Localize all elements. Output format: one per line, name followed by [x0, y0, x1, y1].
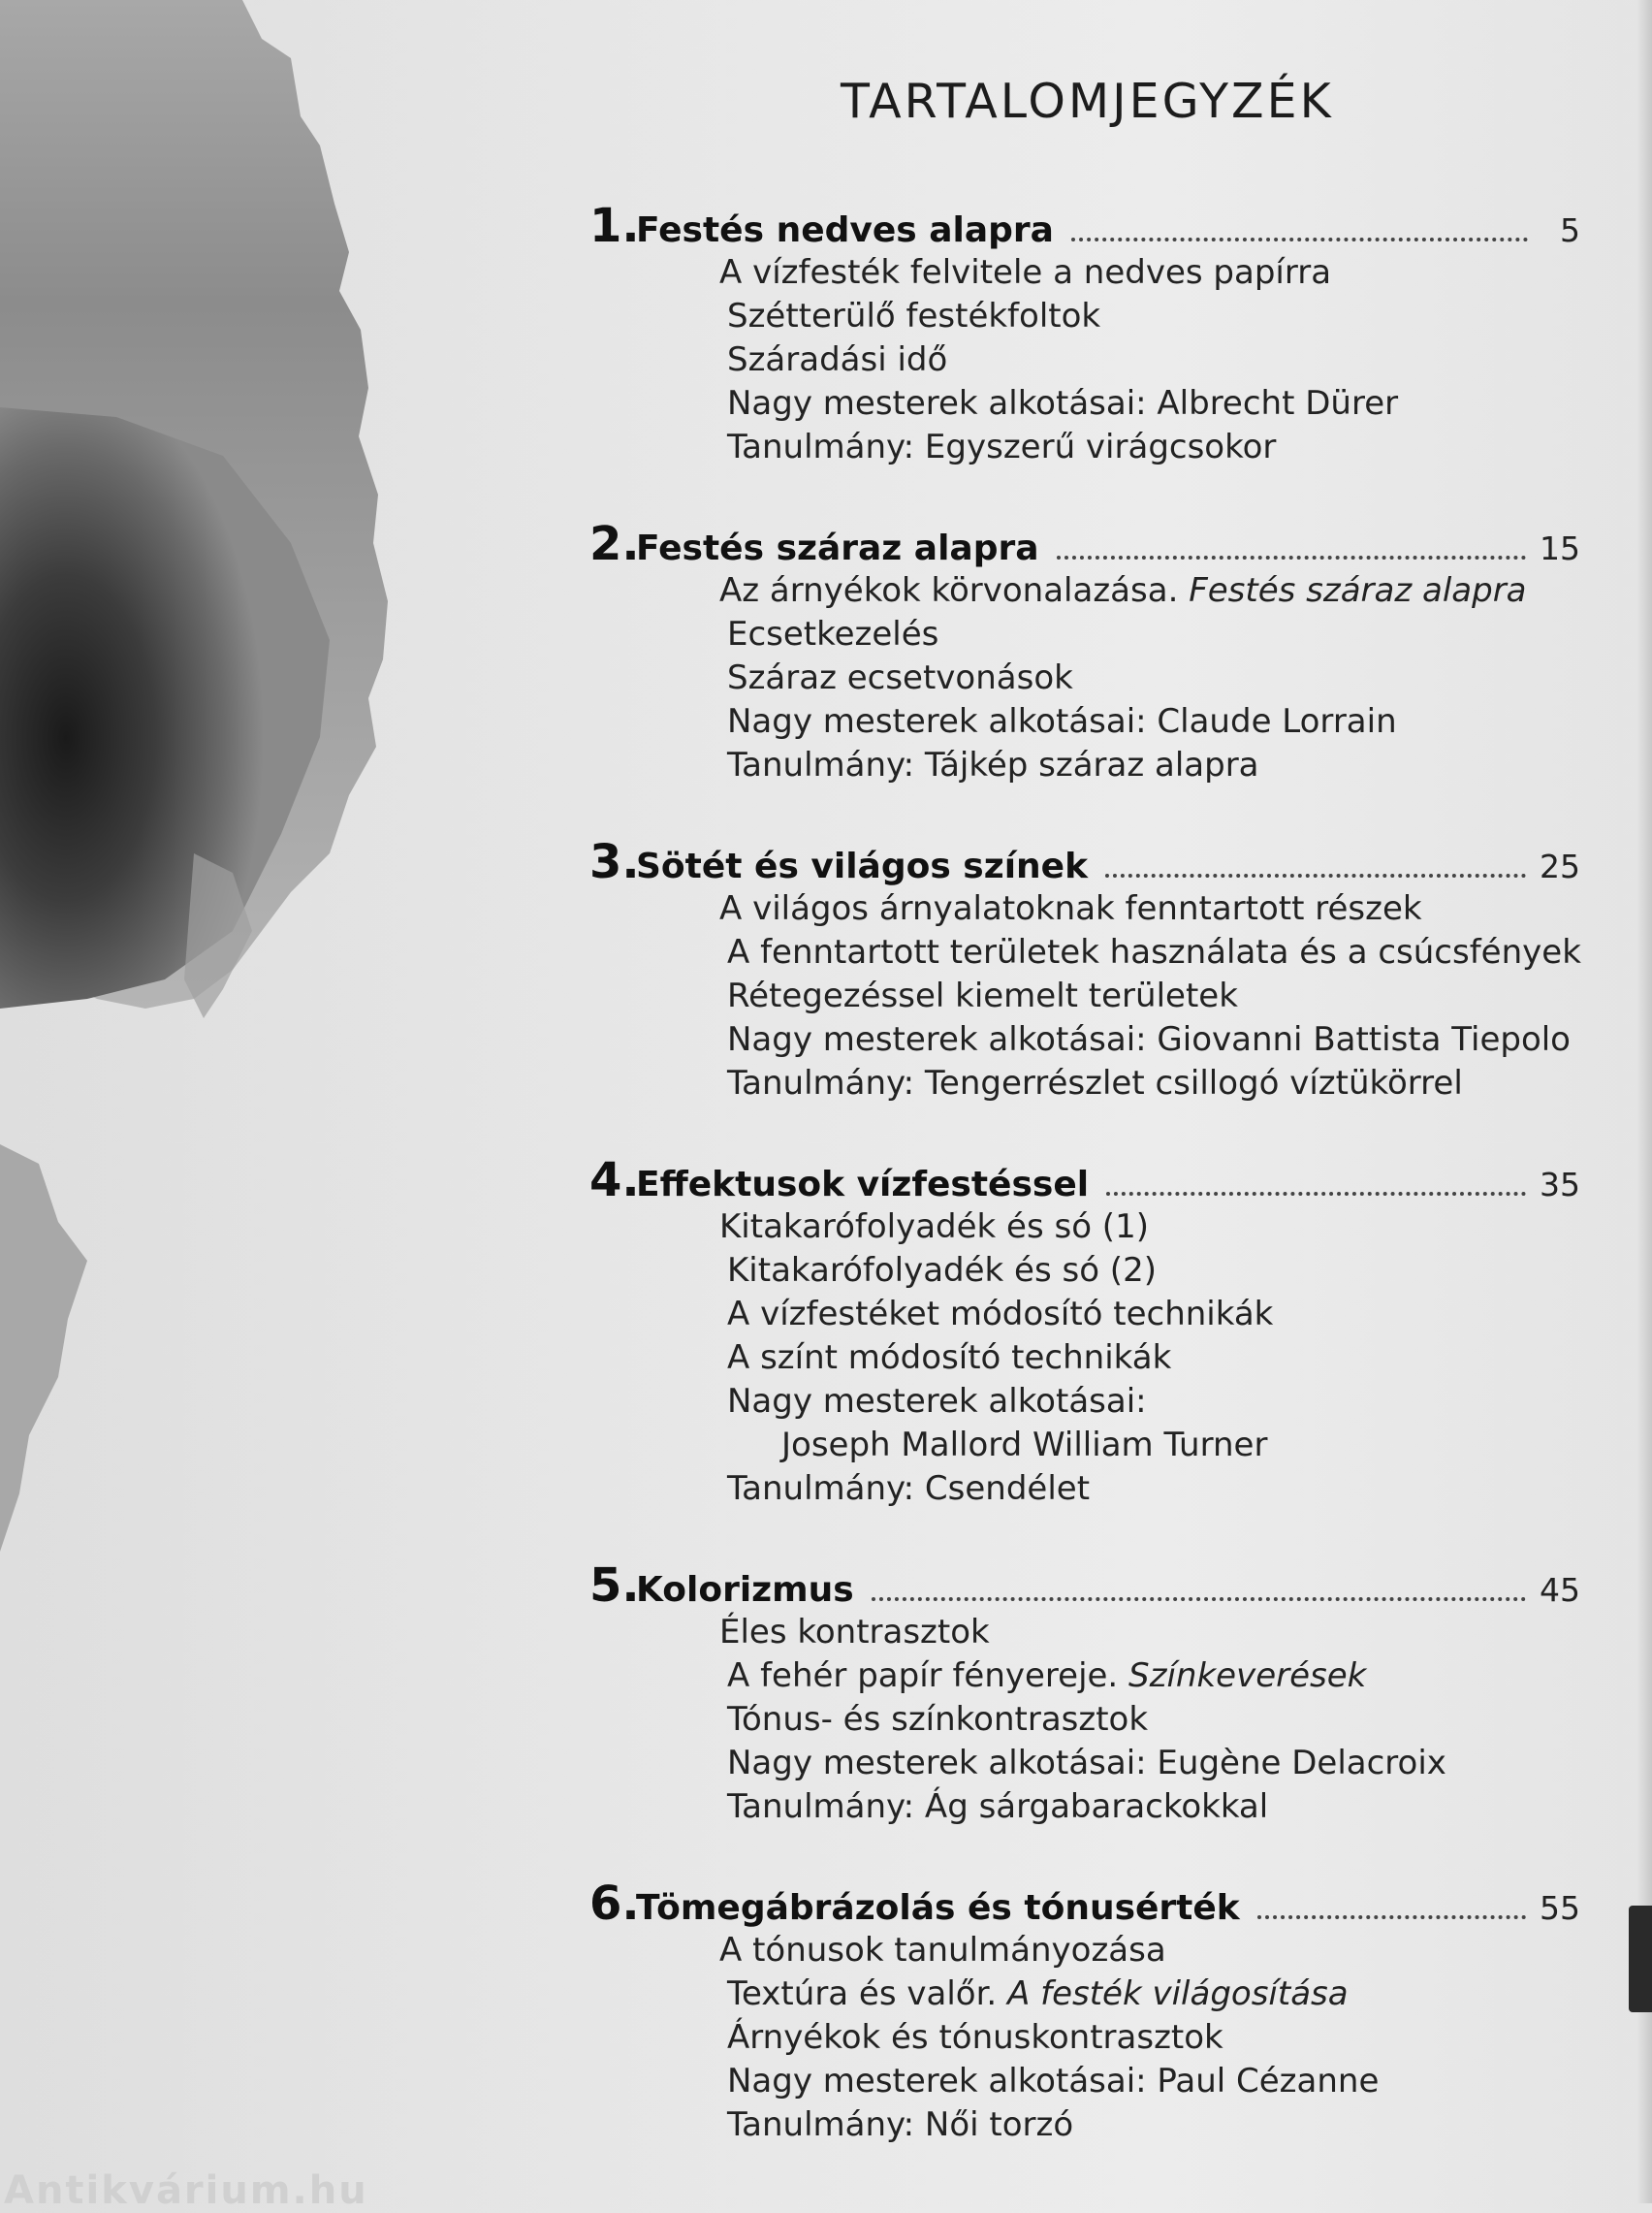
page-number: 45 [1540, 1571, 1580, 1609]
subsection-text: A színt módosító technikák [727, 1338, 1172, 1377]
subsection-item [589, 1293, 1580, 1336]
subsection-text: Nagy mesterek alkotásai: Claude Lorrain [727, 702, 1397, 741]
subsection-item [589, 1336, 1580, 1380]
chapter-number: 5. [589, 1558, 640, 1613]
page-number: 15 [1540, 529, 1580, 567]
dot-leader [1106, 1192, 1526, 1196]
subsection-text: Rétegezéssel kiemelt területek [727, 977, 1238, 1015]
subsection-item [589, 1249, 1580, 1293]
subsection-text: Nagy mesterek alkotásai: Paul Cézanne [727, 2062, 1380, 2101]
watercolor-wash-illustration [0, 0, 407, 1600]
chapter-heading[interactable] [589, 199, 1580, 251]
chapter-section [589, 1153, 1580, 1511]
page-edge-tab [1629, 1906, 1652, 2012]
subsection-item [589, 1424, 1580, 1467]
chapter-section [589, 199, 1580, 469]
subsection-item [589, 2060, 1580, 2103]
subsection-text: Nagy mesterek alkotásai: Eugène Delacroix [727, 1744, 1446, 1782]
dot-leader [1257, 1915, 1526, 1919]
subsection-text: A világos árnyalatoknak fenntartott részek [719, 889, 1422, 928]
subsection-item [589, 1742, 1580, 1785]
subsection-text: Kitakarófolyadék és só (1) [719, 1207, 1149, 1246]
subsection-item [589, 251, 1580, 295]
chapter-heading[interactable] [589, 835, 1580, 887]
chapter-title: Festés nedves alapra [636, 210, 1054, 250]
chapter-heading[interactable] [589, 1153, 1580, 1205]
chapter-section [589, 1876, 1580, 2147]
subsection-item [589, 426, 1580, 469]
page-number: 25 [1540, 848, 1580, 885]
dot-leader [1105, 874, 1526, 878]
subsection-text: Nagy mesterek alkotásai: Albrecht Dürer [727, 384, 1399, 423]
chapter-heading[interactable] [589, 517, 1580, 569]
subsection-text: Tónus- és színkontrasztok [727, 1700, 1149, 1739]
subsection-text: Textúra és valőr. [727, 1974, 1008, 2013]
chapter-number: 4. [589, 1153, 640, 1207]
chapter-title: Festés száraz alapra [636, 529, 1039, 568]
subsection-item [589, 382, 1580, 426]
subsection-item [589, 1929, 1580, 1972]
subsection-text: Az árnyékok körvonalazása. [719, 571, 1190, 610]
watermark: Antikvárium.hu [4, 2168, 368, 2213]
subsection-item [589, 1785, 1580, 1829]
subsection-text: Tanulmány: Ág sárgabarackokkal [727, 1787, 1269, 1826]
dot-leader [1071, 238, 1528, 241]
chapter-number: 6. [589, 1876, 640, 1931]
page-number: 55 [1540, 1889, 1580, 1927]
subsection-item [589, 1205, 1580, 1249]
subsection-text: A fenntartott területek használata és a csúcsfények [727, 933, 1581, 972]
chapter-title: Tömegábrázolás és tónusérték [636, 1888, 1240, 1928]
page-number: 35 [1540, 1166, 1580, 1203]
chapter-number: 1. [589, 199, 640, 253]
subsection-text: Tanulmány: Női torzó [727, 2105, 1074, 2144]
chapter-number: 3. [589, 835, 640, 889]
subsection-text: Árnyékok és tónuskontrasztok [727, 2018, 1223, 2057]
subsection-item [589, 657, 1580, 700]
subsection-text: Tanulmány: Egyszerű virágcsokor [727, 428, 1277, 466]
subsection-text: Tanulmány: Tájkép száraz alapra [727, 746, 1259, 785]
subsection-item [589, 1018, 1580, 1062]
table-of-contents [589, 199, 1580, 2195]
subsection-item [589, 2103, 1580, 2147]
subsection-italic-text: Színkeverések [1128, 1656, 1367, 1695]
subsection-text: Száraz ecsetvonások [727, 658, 1073, 697]
chapter-title: Sötét és világos színek [636, 847, 1089, 886]
subsection-text: A vízfesték felvitele a nedves papírra [719, 253, 1332, 292]
subsection-item [589, 2016, 1580, 2060]
subsection-item [589, 975, 1580, 1018]
chapter-heading[interactable] [589, 1876, 1580, 1929]
subsection-italic-text: Festés száraz alapra [1189, 571, 1527, 610]
subsection-item [589, 338, 1580, 382]
subsection-item [589, 1611, 1580, 1654]
subsection-text: Ecsetkezelés [727, 615, 939, 654]
subsection-text: Kitakarófolyadék és só (2) [727, 1251, 1157, 1290]
subsection-item [589, 1380, 1580, 1424]
subsection-item [589, 700, 1580, 744]
subsection-text: A vízfestéket módosító technikák [727, 1295, 1274, 1333]
subsection-text: A fehér papír fényereje. [727, 1656, 1129, 1695]
subsection-item [589, 295, 1580, 338]
dot-leader [872, 1597, 1526, 1601]
subsection-item [589, 931, 1580, 975]
subsection-text: Nagy mesterek alkotásai: Giovanni Battista Tiepolo [727, 1020, 1571, 1059]
subsection-text: Éles kontrasztok [719, 1613, 990, 1652]
subsection-text: Száradási idő [727, 340, 948, 379]
subsection-text: Szétterülő festékfoltok [727, 297, 1101, 336]
page-number: 5 [1560, 211, 1580, 249]
dot-leader [1057, 556, 1526, 560]
chapter-title: Kolorizmus [636, 1570, 854, 1610]
subsection-item [589, 1062, 1580, 1106]
page-title: TARTALOMJEGYZÉK [841, 74, 1334, 129]
subsection-item [589, 613, 1580, 657]
subsection-text: Tanulmány: Csendélet [727, 1469, 1091, 1508]
subsection-italic-text: A festék világosítása [1007, 1974, 1349, 2013]
subsection-item [589, 744, 1580, 787]
subsection-item [589, 569, 1580, 613]
subsection-text: Nagy mesterek alkotásai: [727, 1382, 1147, 1421]
chapter-title: Effektusok vízfestéssel [636, 1165, 1090, 1204]
chapter-section [589, 1558, 1580, 1829]
chapter-heading[interactable] [589, 1558, 1580, 1611]
subsection-text: A tónusok tanulmányozása [719, 1931, 1166, 1970]
subsection-item [589, 1467, 1580, 1511]
subsection-item [589, 1698, 1580, 1742]
subsection-text: Tanulmány: Tengerrészlet csillogó víztükörrel [727, 1064, 1463, 1103]
chapter-section [589, 835, 1580, 1106]
subsection-item [589, 1972, 1580, 2016]
subsection-text: Joseph Mallord William Turner [781, 1426, 1268, 1464]
subsection-item [589, 887, 1580, 931]
chapter-number: 2. [589, 517, 640, 571]
chapter-section [589, 517, 1580, 787]
subsection-item [589, 1654, 1580, 1698]
page-spine-shadow [1636, 0, 1652, 2203]
